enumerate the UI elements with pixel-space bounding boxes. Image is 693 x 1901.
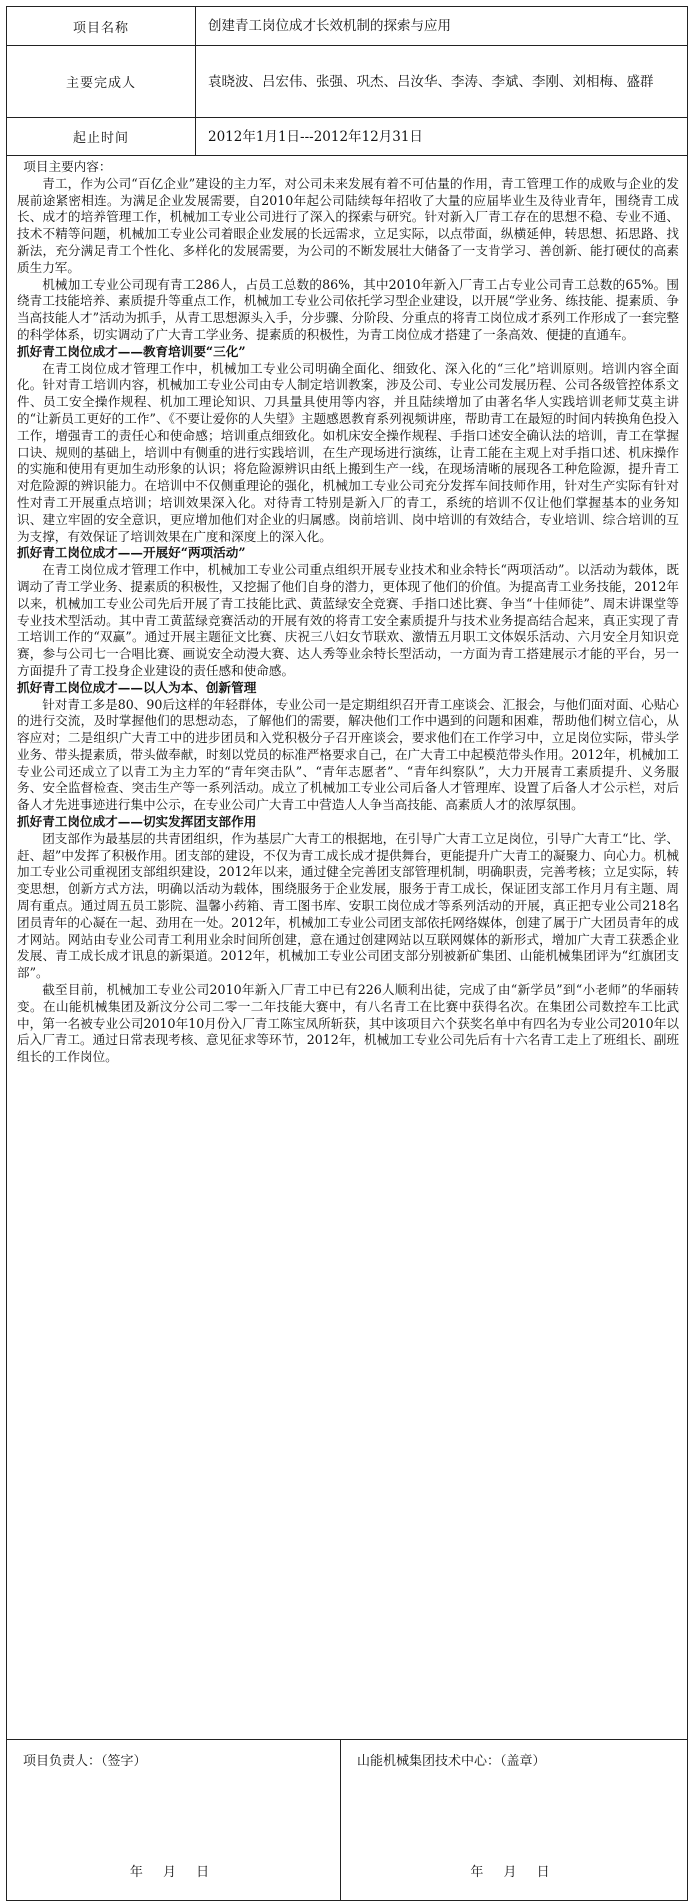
row-project-name <box>7 7 688 46</box>
content-paragraph: 团支部作为最基层的共青团组织，作为基层广大青工的根据地，在引导广大青工立足岗位，引导广大青工“比、学、赶、超”中发挥了积极作用。团支部的建设，不仅为青工成长成才提供舞台，更能提升广大青工的凝聚力、向心力。机械加工专业公司重视团支部组织建设，2012年以来，通过健全完善团支部管理机制，明确职责，完善考核；立足实际，转变思想，创新方式方法，明确以活动为载体，围绕服务于企业发展，服务于青工成长，保证团支部工作月月有主题、周周有重点。通过周五员工影院、温馨小药箱、青工图书库、安职工岗位成才等系列活动的开展，真正把专业公司218名团员青年的心凝在一起、劲用在一处。2012年，机械加工专业公司团支部依托网络媒体，创建了属于广大团员青年的成才网站。网站由专业公司青工利用业余时间所创建，意在通过创建网站以互联网媒体的新形式，增加广大青工获悉企业发展、青工成长成才讯息的新渠道。2012年，机械加工专业公司团支部分别被新矿集团、山能机械集团评为“红旗团支部”。 <box>17 830 679 981</box>
authors-label: 主要完成人 <box>7 46 196 118</box>
content-paragraph: 在青工岗位成才管理工作中，机械加工专业公司重点组织开展专业技术和业余特长“两项活动”。以活动为载体，既调动了青工学业务、提素质的积极性，又挖掘了他们自身的潜力，更体现了他们的价值。为提高青工业务技能，2012年以来，机械加工专业公司先后开展了青工技能比武、黄蓝绿安全竞赛、手指口述比赛、争当“十佳师徒”、周末讲课堂等专业技术型活动。其中青工黄蓝绿竞赛活动的开展有效的将青工安全素质提升与技术业务提高结合起来，真正实现了青工培训工作的“双赢”。通过开展主题征文比赛、庆祝三八妇女节联欢、激情五月职工文体娱乐活动、六月安全月知识竞赛，参与公司七一合唱比赛、画说安全动漫大赛、达人秀等业余特长型活动，一方面为青工搭建展示才能的平台，另一方面提升了青工投身企业建设的责任感和使命感。 <box>17 562 679 678</box>
sign-left-date: 年 月 日 <box>129 1865 218 1880</box>
sign-left-label: 项目负责人：（签字） <box>23 1754 147 1769</box>
section-heading: 抓好青工岗位成才——切实发挥团支部作用 <box>17 814 257 830</box>
sign-right-cell <box>341 1740 688 1901</box>
content-paragraph: 在青工岗位成才管理工作中，机械加工专业公司明确全面化、细致化、深入化的“三化”培训原则。培训内容全面化。针对青工培训内容，机械加工专业公司由专人制定培训教案，涉及公司、专业公司发展历程、公司各级管控体系文件、员工安全操作规程、机加工理论知识、刀具量具使用等内容，并且陆续增加了由著名华人实践培训老师艾莫主讲的“让新员工更好的工作”、《不要让爱你的人失望》主题感恩教育系列视频讲座，帮助青工在最短的时间内转换角色投入工作，增强青工的责任心和使命感；培训重点细致化。如机床安全操作规程、手指口述安全确认法的培训，青工在掌握口诀、规则的基础上，培训中有侧重的进行实践培训，在生产现场进行演练，让青工能在主观上对手指口述、机床操作的实施和使用有更加生动形象的认识；将危险源辨识由纸上搬到生产一线，在现场清晰的展现各工种危险源，提升青工对危险源的辨识能力。在培训中不仅侧重理论的强化，机械加工专业公司充分发挥车间技师作用，针对生产实际有针对性对青工开展重点培训；培训效果深入化。对待青工特别是新入厂的青工，系统的培训不仅让他们掌握基本的业务知识、建立牢固的安全意识，更应增加他们对企业的归属感。岗前培训、岗中培训的有效结合，专业培训、综合培训的互为支撑，有效保证了培训效果在广度和深度上的深入化。 <box>17 360 679 544</box>
content-paragraph: 截至目前，机械加工专业公司2010年新入厂青工中已有226人顺利出徒，完成了由“新学员”到“小老师”的华丽转变。在山能机械集团及新汶分公司二零一二年技能大赛中，有八名青工在比赛中获得名次。在集团公司数控车工比武中，第一名被专业公司2010年10月份入厂青工陈宝凤所斩获，其中该项目六个获奖名单中有四名为专业公司2010年以后入厂青工。通过日常表现考核、意见征求等环节，2012年，机械加工专业公司先后有十六名青工走上了班组长、副班组长的工作岗位。 <box>17 982 679 1065</box>
row-content <box>7 156 688 1740</box>
sign-right-date: 年 月 日 <box>470 1865 558 1880</box>
content-body <box>17 176 679 1066</box>
section-heading: 抓好青工岗位成才——开展好“两项活动” <box>17 545 246 561</box>
sign-right-label: 山能机械集团技术中心：（盖章） <box>357 1754 546 1769</box>
content-paragraph: 青工，作为公司“百亿企业”建设的主力军，对公司未来发展有着不可估量的作用，青工管理工作的成败与企业的发展前途紧密相连。为满足企业发展需要，自2010年起公司陆续每年招收了大量的应届毕业生及待业青年，围绕青工成长、成才的培养管理工作，机械加工专业公司进行了深入的探索与研究。针对新入厂青工存在的思想不稳、专业不通、技术不精等问题，机械加工专业公司着眼企业发展的长远需求，立足实际，以点带面，纵横延伸，转思想、拓思路、找新法，充分满足青工个性化、多样化的发展需要，为公司的不断发展壮大储备了一支肯学习、善创新、能打硬仗的高素质生力军。 <box>17 175 679 275</box>
section-heading: 抓好青工岗位成才——教育培训要“三化” <box>17 343 246 359</box>
content-title: 项目主要内容： <box>23 159 112 174</box>
content-paragraph: 针对青工多是80、90后这样的年轻群体，专业公司一是定期组织召开青工座谈会、汇报会，与他们面对面、心贴心的进行交流，及时掌握他们的思想动态，了解他们的需要，解决他们工作中遇到的问题和困难，帮助他们树立信心，从容应对；二是组织广大青工中的进步团员和入党积极分子召开座谈会，要求他们在工作学习中，立足岗位实际，带头学业务、带头提素质，带头做奉献，时刻以党员的标准严格要求自己，在广大青工中起模范带头作用。2012年，机械加工专业公司还成立了以青工为主力军的“青年突击队”、“青年志愿者”、“青年纠察队”，大力开展青工素质提升、义务服务、安全监督检查、突击生产等一系列活动。成立了机械加工专业公司后备人才管理库、设置了后备人才公示栏，对后备人才先进事迹进行集中公示，在专业公司广大青工中营造人人争当高技能、高素质人才的浓厚氛围。 <box>17 696 679 813</box>
project-form <box>6 6 688 1901</box>
row-authors <box>7 46 688 118</box>
content-cell <box>7 156 688 1740</box>
project-name-label: 项目名称 <box>7 7 196 46</box>
period-label: 起止时间 <box>7 118 196 156</box>
row-signatures <box>7 1740 688 1901</box>
authors-value: 袁晓波、吕宏伟、张强、巩杰、吕汝华、李涛、李斌、李刚、刘相梅、盛群 <box>196 46 688 118</box>
period-value: 2012年1月1日---2012年12月31日 <box>196 118 688 156</box>
section-heading: 抓好青工岗位成才——以人为本、创新管理 <box>17 679 257 695</box>
content-paragraph: 机械加工专业公司现有青工286人，占员工总数的86%，其中2010年新入厂青工占专业公司青工总数的65%。围绕青工技能培养、素质提升等重点工作，机械加工专业公司依托学习型企业建设，以开展“学业务、练技能、提素质、争当高技能人才”活动为抓手，从青工思想源头入手，分步骤、分阶段、分重点的将青工岗位成才系列工作形成了一套完整的科学体系，切实调动了广大青工学业务、提素质的积极性，为青工岗位成才搭建了一条高效、便捷的直通车。 <box>17 276 679 342</box>
project-name-value: 创建青工岗位成才长效机制的探索与应用 <box>196 7 688 46</box>
sign-left-cell <box>7 1740 341 1901</box>
row-period <box>7 118 688 156</box>
